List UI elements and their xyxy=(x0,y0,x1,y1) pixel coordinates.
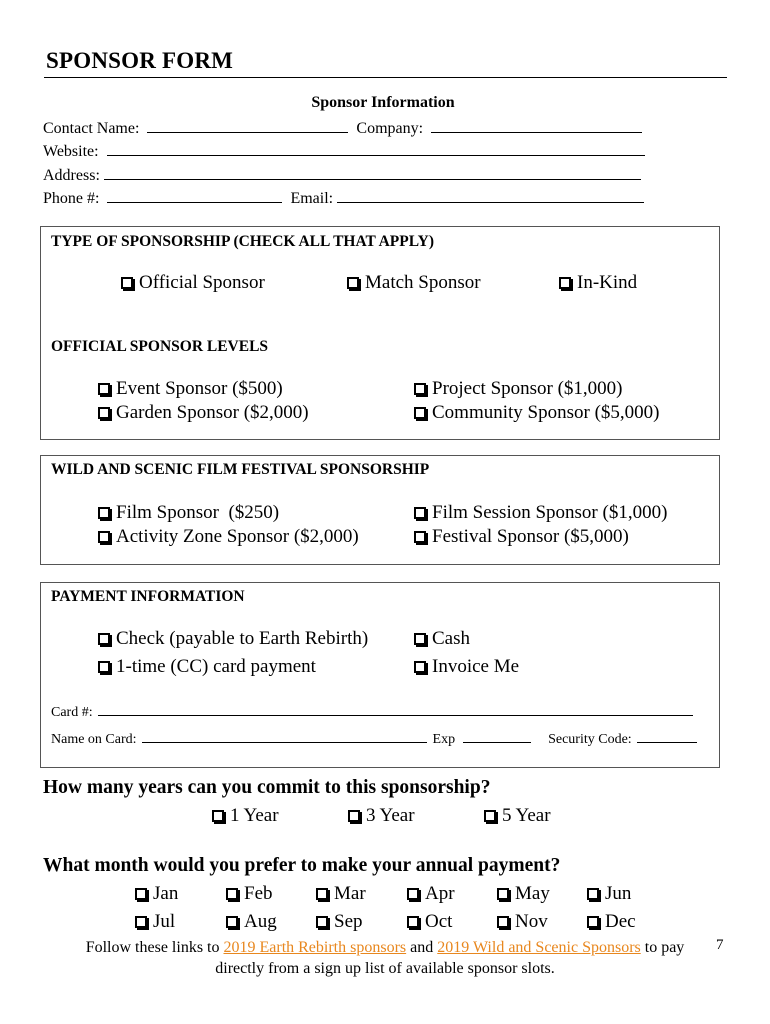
checkbox-dec[interactable]: Dec xyxy=(587,911,636,933)
checkbox-icon[interactable] xyxy=(414,633,426,645)
checkbox-icon[interactable] xyxy=(407,888,419,900)
checkbox-icon[interactable] xyxy=(347,277,359,289)
exp-label: Exp xyxy=(432,732,456,747)
card-number-field[interactable] xyxy=(98,703,693,716)
checkbox-icon[interactable] xyxy=(98,507,110,519)
payment-box xyxy=(40,582,720,768)
address-label: Address: xyxy=(43,167,100,184)
checkbox-icon[interactable] xyxy=(135,916,147,928)
checkbox-jun[interactable]: Jun xyxy=(587,883,631,905)
checkbox-icon[interactable] xyxy=(559,277,571,289)
checkbox-official-sponsor[interactable]: Official Sponsor xyxy=(121,272,265,294)
checkbox-invoice[interactable]: Invoice Me xyxy=(414,656,519,678)
exp-field[interactable] xyxy=(463,730,531,743)
checkbox-in-kind[interactable]: In-Kind xyxy=(559,272,637,294)
checkbox-icon[interactable] xyxy=(348,810,360,822)
phone-row xyxy=(43,188,644,208)
wild-scenic-sponsors-link[interactable]: 2019 Wild and Scenic Sponsors xyxy=(437,939,641,956)
checkbox-icon[interactable] xyxy=(587,888,599,900)
website-field[interactable] xyxy=(107,141,645,156)
checkbox-festival-sponsor[interactable]: Festival Sponsor ($5,000) xyxy=(414,526,629,548)
checkbox-card-payment[interactable]: 1-time (CC) card payment xyxy=(98,656,316,678)
checkbox-cash[interactable]: Cash xyxy=(414,628,470,650)
checkbox-icon[interactable] xyxy=(98,383,110,395)
checkbox-project-sponsor[interactable]: Project Sponsor ($1,000) xyxy=(414,378,623,400)
website-label: Website: xyxy=(43,143,99,160)
checkbox-icon[interactable] xyxy=(98,661,110,673)
checkbox-activity-zone-sponsor[interactable]: Activity Zone Sponsor ($2,000) xyxy=(98,526,359,548)
checkbox-icon[interactable] xyxy=(587,916,599,928)
name-on-card-row xyxy=(51,730,697,748)
phone-label: Phone #: xyxy=(43,190,100,207)
contact-name-row xyxy=(43,118,642,138)
film-festival-box xyxy=(40,455,720,565)
checkbox-icon[interactable] xyxy=(407,916,419,928)
footer-line-2: directly from a sign up list of available sponsor slots. xyxy=(215,960,555,977)
checkbox-match-sponsor[interactable]: Match Sponsor xyxy=(347,272,481,294)
security-code-label: Security Code: xyxy=(548,732,632,747)
type-of-sponsorship-box xyxy=(40,226,720,440)
film-heading: WILD AND SCENIC FILM FESTIVAL SPONSORSHIP xyxy=(51,461,430,478)
checkbox-icon[interactable] xyxy=(414,383,426,395)
checkbox-feb[interactable]: Feb xyxy=(226,883,273,905)
checkbox-mar[interactable]: Mar xyxy=(316,883,366,905)
checkbox-icon[interactable] xyxy=(497,888,509,900)
checkbox-garden-sponsor[interactable]: Garden Sponsor ($2,000) xyxy=(98,402,309,424)
checkbox-community-sponsor[interactable]: Community Sponsor ($5,000) xyxy=(414,402,659,424)
checkbox-icon[interactable] xyxy=(316,888,328,900)
checkbox-icon[interactable] xyxy=(414,407,426,419)
checkbox-oct[interactable]: Oct xyxy=(407,911,452,933)
checkbox-5-year[interactable]: 5 Year xyxy=(484,805,551,827)
website-row xyxy=(43,141,645,161)
page-title: SPONSOR FORM xyxy=(46,48,234,73)
email-label: Email: xyxy=(290,190,334,207)
email-field[interactable] xyxy=(337,188,644,203)
checkbox-jan[interactable]: Jan xyxy=(135,883,178,905)
checkbox-check[interactable]: Check (payable to Earth Rebirth) xyxy=(98,628,368,650)
month-question: What month would you prefer to make your annual payment? xyxy=(43,855,561,876)
checkbox-may[interactable]: May xyxy=(497,883,550,905)
name-on-card-label: Name on Card: xyxy=(51,732,137,747)
address-field[interactable] xyxy=(104,165,641,180)
card-number-row xyxy=(51,703,693,721)
sponsor-info-heading: Sponsor Information xyxy=(311,94,455,111)
footer-line-1: Follow these links to 2019 Earth Rebirth sponsors and 2019 Wild and Scenic Sponsors to pay xyxy=(85,939,685,956)
contact-name-label: Contact Name: xyxy=(43,120,140,137)
checkbox-icon[interactable] xyxy=(212,810,224,822)
address-row xyxy=(43,165,641,185)
checkbox-icon[interactable] xyxy=(135,888,147,900)
card-number-label: Card #: xyxy=(51,705,93,720)
checkbox-icon[interactable] xyxy=(414,531,426,543)
checkbox-apr[interactable]: Apr xyxy=(407,883,455,905)
checkbox-icon[interactable] xyxy=(414,661,426,673)
checkbox-film-sponsor[interactable]: Film Sponsor ($250) xyxy=(98,502,279,524)
checkbox-1-year[interactable]: 1 Year xyxy=(212,805,279,827)
checkbox-icon[interactable] xyxy=(98,633,110,645)
checkbox-icon[interactable] xyxy=(497,916,509,928)
page-number: 7 xyxy=(716,937,724,953)
checkbox-icon[interactable] xyxy=(121,277,133,289)
checkbox-icon[interactable] xyxy=(226,888,238,900)
phone-field[interactable] xyxy=(107,188,282,203)
years-question: How many years can you commit to this sponsorship? xyxy=(43,777,491,798)
checkbox-icon[interactable] xyxy=(98,531,110,543)
checkbox-nov[interactable]: Nov xyxy=(497,911,548,933)
payment-heading: PAYMENT INFORMATION xyxy=(51,588,245,605)
title-rule xyxy=(44,77,727,78)
checkbox-film-session-sponsor[interactable]: Film Session Sponsor ($1,000) xyxy=(414,502,667,524)
contact-name-field[interactable] xyxy=(147,118,348,133)
checkbox-event-sponsor[interactable]: Event Sponsor ($500) xyxy=(98,378,283,400)
checkbox-icon[interactable] xyxy=(226,916,238,928)
company-field[interactable] xyxy=(431,118,642,133)
company-label: Company: xyxy=(356,120,424,137)
checkbox-icon[interactable] xyxy=(316,916,328,928)
checkbox-icon[interactable] xyxy=(98,407,110,419)
checkbox-icon[interactable] xyxy=(484,810,496,822)
levels-heading: OFFICIAL SPONSOR LEVELS xyxy=(51,338,269,355)
checkbox-jul[interactable]: Jul xyxy=(135,911,175,933)
earth-rebirth-sponsors-link[interactable]: 2019 Earth Rebirth sponsors xyxy=(223,939,407,956)
checkbox-sep[interactable]: Sep xyxy=(316,911,363,933)
checkbox-3-year[interactable]: 3 Year xyxy=(348,805,415,827)
security-code-field[interactable] xyxy=(637,730,697,743)
checkbox-icon[interactable] xyxy=(414,507,426,519)
type-heading: TYPE OF SPONSORSHIP (CHECK ALL THAT APPLY) xyxy=(51,233,434,250)
checkbox-aug[interactable]: Aug xyxy=(226,911,277,933)
name-on-card-field[interactable] xyxy=(142,730,427,743)
